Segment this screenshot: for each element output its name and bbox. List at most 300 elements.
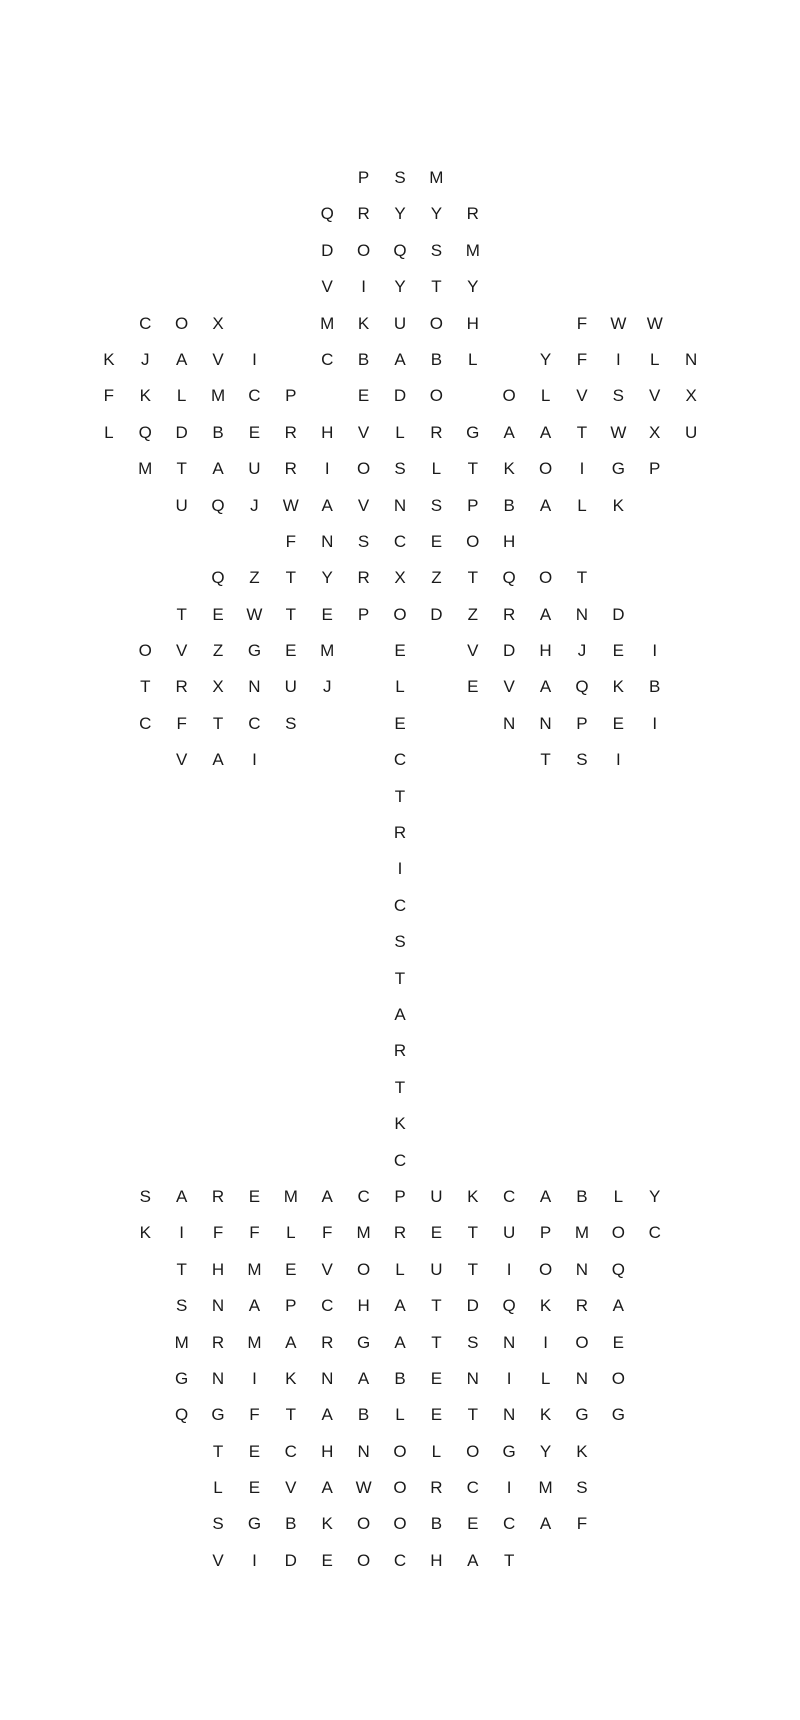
puzzle-cell: I	[252, 1550, 257, 1570]
puzzle-cell-empty	[309, 1033, 345, 1069]
puzzle-cell-empty	[163, 1106, 199, 1142]
puzzle-cell-empty	[236, 997, 272, 1033]
puzzle-cell-empty	[345, 961, 381, 997]
puzzle-cell-empty	[127, 888, 163, 924]
puzzle-cell-empty	[273, 924, 309, 960]
puzzle-cell: Q	[211, 495, 225, 515]
puzzle-grid	[0, 160, 800, 1579]
puzzle-cell-empty	[564, 269, 600, 305]
puzzle-cell: C	[321, 1296, 334, 1316]
puzzle-cell-empty	[273, 1106, 309, 1142]
puzzle-cell-empty	[127, 1361, 163, 1397]
puzzle-cell: S	[175, 1296, 188, 1316]
puzzle-cell: E	[394, 713, 406, 733]
puzzle-cell: I	[579, 459, 585, 479]
puzzle-cell: K	[612, 495, 624, 515]
puzzle-cell: Z	[212, 641, 224, 661]
puzzle-cell: C	[357, 1186, 370, 1206]
puzzle-cell-empty	[637, 597, 673, 633]
puzzle-cell-empty	[91, 779, 127, 815]
puzzle-cell-empty	[273, 196, 309, 232]
puzzle-cell-empty	[163, 1543, 199, 1579]
puzzle-cell: N	[211, 1368, 225, 1388]
puzzle-cell-empty	[455, 1106, 491, 1142]
puzzle-cell: C	[248, 386, 261, 406]
puzzle-cell: Y	[321, 568, 333, 588]
puzzle-cell: E	[212, 604, 224, 624]
puzzle-cell-empty	[418, 779, 454, 815]
puzzle-cell: P	[357, 168, 370, 187]
puzzle-cell-empty	[637, 1397, 673, 1433]
puzzle-cell-empty	[91, 269, 127, 305]
puzzle-cell-empty	[91, 1325, 127, 1361]
puzzle-cell-empty	[600, 1470, 636, 1506]
puzzle-cell-empty	[564, 851, 600, 887]
puzzle-cell: M	[538, 1478, 553, 1498]
puzzle-cell-empty	[163, 1033, 199, 1069]
puzzle-cell: N	[503, 1332, 516, 1352]
puzzle-cell: N	[503, 713, 516, 733]
puzzle-cell-empty	[491, 997, 527, 1033]
puzzle-cell-empty	[91, 706, 127, 742]
puzzle-cell: N	[393, 495, 407, 515]
puzzle-cell-empty	[309, 961, 345, 997]
puzzle-cell: N	[321, 531, 334, 551]
puzzle-cell-empty	[127, 997, 163, 1033]
puzzle-cell: T	[212, 713, 224, 733]
puzzle-cell: C	[393, 750, 407, 770]
puzzle-cell-empty	[637, 524, 673, 560]
puzzle-cell: Y	[539, 349, 552, 369]
puzzle-cell: N	[211, 1296, 225, 1316]
puzzle-cell-empty	[600, 1070, 636, 1106]
puzzle-cell: G	[466, 422, 480, 442]
puzzle-cell-empty	[527, 888, 563, 924]
puzzle-cell-empty	[637, 1470, 673, 1506]
puzzle-cell-empty	[200, 779, 236, 815]
puzzle-cell: E	[248, 1186, 261, 1206]
puzzle-cell-empty	[91, 1361, 127, 1397]
puzzle-cell-empty	[637, 997, 673, 1033]
puzzle-cell: M	[574, 1223, 590, 1243]
puzzle-cell: P	[357, 604, 370, 624]
puzzle-cell: V	[212, 1550, 224, 1570]
puzzle-cell: T	[431, 1296, 442, 1316]
puzzle-cell: L	[286, 1223, 296, 1243]
puzzle-cell: Y	[539, 1441, 552, 1461]
puzzle-cell-empty	[345, 997, 381, 1033]
puzzle-cell: H	[321, 422, 334, 442]
puzzle-cell: D	[393, 386, 407, 406]
puzzle-cell: K	[612, 677, 624, 697]
puzzle-cell-empty	[273, 1143, 309, 1179]
puzzle-cell: A	[212, 750, 224, 770]
puzzle-cell: W	[610, 422, 627, 442]
puzzle-cell: S	[139, 1186, 151, 1206]
puzzle-cell-empty	[309, 997, 345, 1033]
puzzle-cell-empty	[309, 1070, 345, 1106]
puzzle-cell: A	[539, 422, 552, 442]
puzzle-cell: L	[395, 1259, 405, 1279]
puzzle-cell: B	[503, 495, 515, 515]
puzzle-cell-empty	[163, 924, 199, 960]
puzzle-cell: E	[467, 1514, 479, 1534]
puzzle-cell-empty	[309, 1143, 345, 1179]
puzzle-cell-empty	[673, 924, 709, 960]
puzzle-cell-empty	[309, 706, 345, 742]
puzzle-cell-empty	[91, 1070, 127, 1106]
puzzle-cell: C	[139, 713, 152, 733]
puzzle-cell: V	[467, 641, 479, 661]
puzzle-cell-empty	[309, 779, 345, 815]
puzzle-cell-empty	[127, 779, 163, 815]
puzzle-cell-empty	[91, 669, 127, 705]
puzzle-cell-empty	[673, 1215, 709, 1251]
puzzle-cell: S	[394, 459, 406, 479]
puzzle-cell-empty	[309, 378, 345, 414]
puzzle-cell: I	[652, 713, 658, 733]
puzzle-cell-empty	[637, 742, 673, 778]
puzzle-cell-empty	[673, 815, 709, 851]
puzzle-cell-empty	[163, 233, 199, 269]
puzzle-cell: A	[539, 1514, 552, 1534]
puzzle-cell-empty	[527, 779, 563, 815]
puzzle-cell-empty	[418, 924, 454, 960]
puzzle-cell: P	[394, 1186, 406, 1206]
puzzle-cell: S	[212, 1514, 224, 1534]
puzzle-cell: T	[431, 1332, 442, 1352]
puzzle-cell-empty	[673, 888, 709, 924]
puzzle-cell-empty	[418, 706, 454, 742]
puzzle-cell-empty	[163, 160, 199, 196]
puzzle-cell-empty	[91, 1543, 127, 1579]
puzzle-cell-empty	[564, 779, 600, 815]
puzzle-cell: C	[393, 531, 407, 551]
puzzle-cell-empty	[491, 815, 527, 851]
puzzle-cell-empty	[273, 851, 309, 887]
puzzle-cell: Q	[211, 568, 225, 588]
puzzle-cell: X	[685, 386, 697, 406]
puzzle-cell-empty	[637, 1434, 673, 1470]
puzzle-cell-empty	[345, 779, 381, 815]
puzzle-cell: R	[321, 1332, 334, 1352]
puzzle-cell-empty	[600, 997, 636, 1033]
puzzle-cell-empty	[491, 1106, 527, 1142]
puzzle-cell: C	[284, 1441, 297, 1461]
puzzle-cell: N	[248, 677, 261, 697]
puzzle-cell-empty	[200, 160, 236, 196]
puzzle-cell-empty	[564, 924, 600, 960]
puzzle-cell-empty	[200, 888, 236, 924]
puzzle-cell: W	[246, 604, 263, 624]
puzzle-cell: L	[613, 1186, 624, 1206]
puzzle-cell: F	[576, 1514, 588, 1534]
puzzle-cell-empty	[127, 524, 163, 560]
puzzle-cell: A	[394, 349, 406, 369]
puzzle-cell-empty	[91, 1470, 127, 1506]
puzzle-cell-empty	[127, 196, 163, 232]
puzzle-cell-empty	[600, 888, 636, 924]
puzzle-cell-empty	[273, 233, 309, 269]
puzzle-cell: E	[357, 386, 370, 406]
puzzle-cell: U	[684, 422, 698, 442]
puzzle-cell: O	[356, 1550, 371, 1570]
puzzle-cell: T	[176, 604, 187, 624]
puzzle-cell-empty	[91, 1397, 127, 1433]
puzzle-cell: U	[393, 313, 407, 333]
puzzle-cell: E	[612, 713, 624, 733]
puzzle-cell: I	[361, 277, 366, 297]
puzzle-cell: C	[503, 1186, 516, 1206]
puzzle-cell: Q	[575, 677, 589, 697]
puzzle-cell: Q	[175, 1405, 189, 1425]
puzzle-cell: I	[252, 750, 257, 770]
puzzle-cell: D	[466, 1296, 479, 1316]
puzzle-cell-empty	[345, 1033, 381, 1069]
puzzle-cell-empty	[564, 1106, 600, 1142]
puzzle-cell: B	[285, 1514, 297, 1534]
puzzle-cell-empty	[127, 560, 163, 596]
puzzle-cell: O	[538, 459, 553, 479]
puzzle-cell: E	[321, 1550, 333, 1570]
puzzle-cell-empty	[418, 1033, 454, 1069]
puzzle-cell: P	[649, 459, 661, 479]
puzzle-cell-empty	[200, 196, 236, 232]
puzzle-cell: Y	[430, 204, 443, 224]
puzzle-cell-empty	[200, 815, 236, 851]
puzzle-cell: T	[576, 422, 588, 442]
puzzle-cell: G	[247, 641, 262, 661]
puzzle-cell-empty	[527, 997, 563, 1033]
puzzle-cell-empty	[273, 888, 309, 924]
puzzle-cell: M	[174, 1332, 189, 1352]
puzzle-cell: O	[466, 531, 480, 551]
puzzle-cell-empty	[491, 1070, 527, 1106]
puzzle-cell-empty	[600, 160, 636, 196]
puzzle-cell: M	[283, 1186, 298, 1206]
puzzle-cell: R	[430, 422, 443, 442]
puzzle-cell: E	[394, 641, 406, 661]
puzzle-cell-empty	[673, 1470, 709, 1506]
puzzle-cell-empty	[527, 524, 563, 560]
puzzle-cell: H	[211, 1259, 225, 1279]
puzzle-cell: M	[465, 240, 480, 260]
puzzle-cell: A	[321, 1186, 333, 1206]
puzzle-cell-empty	[91, 888, 127, 924]
puzzle-cell: C	[503, 1514, 516, 1534]
puzzle-cell-empty	[236, 924, 272, 960]
puzzle-cell-empty	[418, 669, 454, 705]
puzzle-cell: D	[503, 641, 516, 661]
puzzle-cell-empty	[127, 1288, 163, 1324]
puzzle-cell-empty	[309, 160, 345, 196]
puzzle-cell-empty	[91, 1506, 127, 1542]
puzzle-cell: C	[393, 895, 407, 915]
puzzle-cell: T	[467, 1223, 478, 1243]
puzzle-cell: U	[430, 1259, 443, 1279]
puzzle-cell: B	[357, 349, 370, 369]
puzzle-cell: O	[393, 604, 407, 624]
puzzle-cell-empty	[455, 924, 491, 960]
puzzle-cell-empty	[637, 1543, 673, 1579]
puzzle-cell: F	[103, 386, 115, 406]
puzzle-cell-empty	[491, 779, 527, 815]
puzzle-cell-empty	[309, 888, 345, 924]
puzzle-cell: Q	[393, 240, 407, 260]
puzzle-cell-empty	[236, 306, 272, 342]
puzzle-cell-empty	[127, 488, 163, 524]
puzzle-cell-empty	[527, 1106, 563, 1142]
puzzle-cell: X	[649, 422, 661, 442]
puzzle-cell: H	[539, 641, 552, 661]
puzzle-cell: X	[394, 568, 406, 588]
puzzle-cell-empty	[600, 1434, 636, 1470]
puzzle-cell: L	[431, 459, 442, 479]
puzzle-cell: D	[284, 1550, 297, 1570]
puzzle-cell: I	[506, 1478, 512, 1498]
puzzle-cell: B	[576, 1186, 588, 1206]
puzzle-cell: I	[179, 1223, 185, 1243]
puzzle-cell: O	[502, 386, 516, 406]
puzzle-cell-empty	[673, 1361, 709, 1397]
puzzle-cell-empty	[163, 560, 199, 596]
puzzle-cell: B	[649, 677, 661, 697]
puzzle-cell-empty	[91, 1033, 127, 1069]
puzzle-cell: N	[466, 1368, 479, 1388]
puzzle-cell: W	[646, 313, 663, 333]
puzzle-cell-empty	[673, 1543, 709, 1579]
puzzle-cell-empty	[564, 233, 600, 269]
puzzle-cell-empty	[236, 269, 272, 305]
puzzle-cell: F	[576, 349, 588, 369]
puzzle-cell: T	[394, 786, 406, 806]
puzzle-cell-empty	[600, 1543, 636, 1579]
puzzle-cell: Z	[431, 568, 442, 588]
puzzle-cell-empty	[163, 1070, 199, 1106]
puzzle-cell-empty	[455, 815, 491, 851]
puzzle-cell: B	[430, 349, 443, 369]
puzzle-cell-empty	[637, 815, 673, 851]
puzzle-cell-empty	[236, 524, 272, 560]
puzzle-cell: A	[394, 1296, 406, 1316]
puzzle-cell-empty	[564, 160, 600, 196]
puzzle-cell: Y	[467, 277, 479, 297]
puzzle-cell-empty	[637, 488, 673, 524]
puzzle-cell: K	[357, 313, 370, 333]
puzzle-cell: A	[248, 1296, 261, 1316]
puzzle-cell: C	[321, 349, 334, 369]
puzzle-cell-empty	[418, 997, 454, 1033]
puzzle-cell: K	[139, 1223, 151, 1243]
puzzle-cell-empty	[673, 633, 709, 669]
puzzle-cell-empty	[309, 1106, 345, 1142]
puzzle-cell: P	[467, 495, 479, 515]
puzzle-cell-empty	[345, 1070, 381, 1106]
puzzle-cell: Z	[467, 604, 478, 624]
puzzle-cell: A	[212, 459, 224, 479]
puzzle-cell-empty	[200, 524, 236, 560]
puzzle-cell-empty	[564, 196, 600, 232]
puzzle-cell: C	[648, 1223, 661, 1243]
puzzle-cell: D	[612, 604, 625, 624]
puzzle-cell-empty	[200, 233, 236, 269]
puzzle-cell: U	[175, 495, 188, 515]
puzzle-cell-empty	[163, 1506, 199, 1542]
puzzle-cell-empty	[91, 633, 127, 669]
puzzle-cell-empty	[200, 1033, 236, 1069]
puzzle-cell: A	[612, 1296, 624, 1316]
puzzle-cell-empty	[673, 1143, 709, 1179]
puzzle-cell: V	[175, 641, 188, 661]
puzzle-cell-empty	[600, 1033, 636, 1069]
puzzle-cell: L	[431, 1441, 442, 1461]
puzzle-cell: Z	[249, 568, 260, 588]
puzzle-cell: L	[649, 349, 660, 369]
puzzle-cell-empty	[127, 1397, 163, 1433]
puzzle-cell: Q	[138, 422, 152, 442]
puzzle-cell-empty	[673, 269, 709, 305]
puzzle-cell: N	[684, 349, 698, 369]
puzzle-cell: C	[393, 1550, 407, 1570]
puzzle-cell-empty	[673, 1070, 709, 1106]
puzzle-cell: T	[176, 1259, 187, 1279]
puzzle-cell: S	[394, 932, 406, 952]
puzzle-cell: R	[393, 1223, 407, 1243]
puzzle-cell-empty	[236, 961, 272, 997]
puzzle-cell: A	[394, 1004, 406, 1024]
puzzle-cell: A	[539, 495, 552, 515]
puzzle-cell-empty	[673, 1325, 709, 1361]
puzzle-cell-empty	[564, 997, 600, 1033]
puzzle-cell: Q	[611, 1259, 625, 1279]
puzzle-cell: C	[248, 713, 261, 733]
puzzle-cell-empty	[455, 779, 491, 815]
puzzle-cell-empty	[418, 815, 454, 851]
puzzle-cell: S	[612, 386, 624, 406]
puzzle-cell-empty	[236, 779, 272, 815]
puzzle-cell-empty	[273, 1033, 309, 1069]
puzzle-cell: Q	[320, 204, 334, 224]
puzzle-cell-empty	[637, 196, 673, 232]
puzzle-cell-empty	[163, 269, 199, 305]
puzzle-cell-empty	[418, 1106, 454, 1142]
puzzle-cell-empty	[673, 1106, 709, 1142]
puzzle-cell-empty	[673, 742, 709, 778]
puzzle-cell: T	[394, 1077, 406, 1097]
puzzle-cell: I	[397, 859, 403, 879]
puzzle-cell: L	[395, 1405, 405, 1425]
puzzle-cell-empty	[127, 1033, 163, 1069]
puzzle-cell-empty	[345, 1106, 381, 1142]
puzzle-cell: H	[357, 1296, 370, 1316]
puzzle-cell-empty	[673, 961, 709, 997]
puzzle-cell-empty	[91, 451, 127, 487]
puzzle-cell-empty	[163, 524, 199, 560]
puzzle-cell: M	[138, 459, 153, 479]
puzzle-cell-empty	[673, 451, 709, 487]
puzzle-cell-empty	[127, 1325, 163, 1361]
puzzle-cell: T	[540, 750, 551, 770]
puzzle-cell: N	[575, 1259, 589, 1279]
puzzle-cell-empty	[127, 269, 163, 305]
puzzle-cell-empty	[491, 961, 527, 997]
puzzle-cell: O	[429, 386, 443, 406]
puzzle-cell: F	[249, 1223, 260, 1243]
puzzle-cell: D	[430, 604, 443, 624]
puzzle-cell: T	[176, 459, 187, 479]
puzzle-cell-empty	[273, 160, 309, 196]
puzzle-cell-empty	[236, 851, 272, 887]
